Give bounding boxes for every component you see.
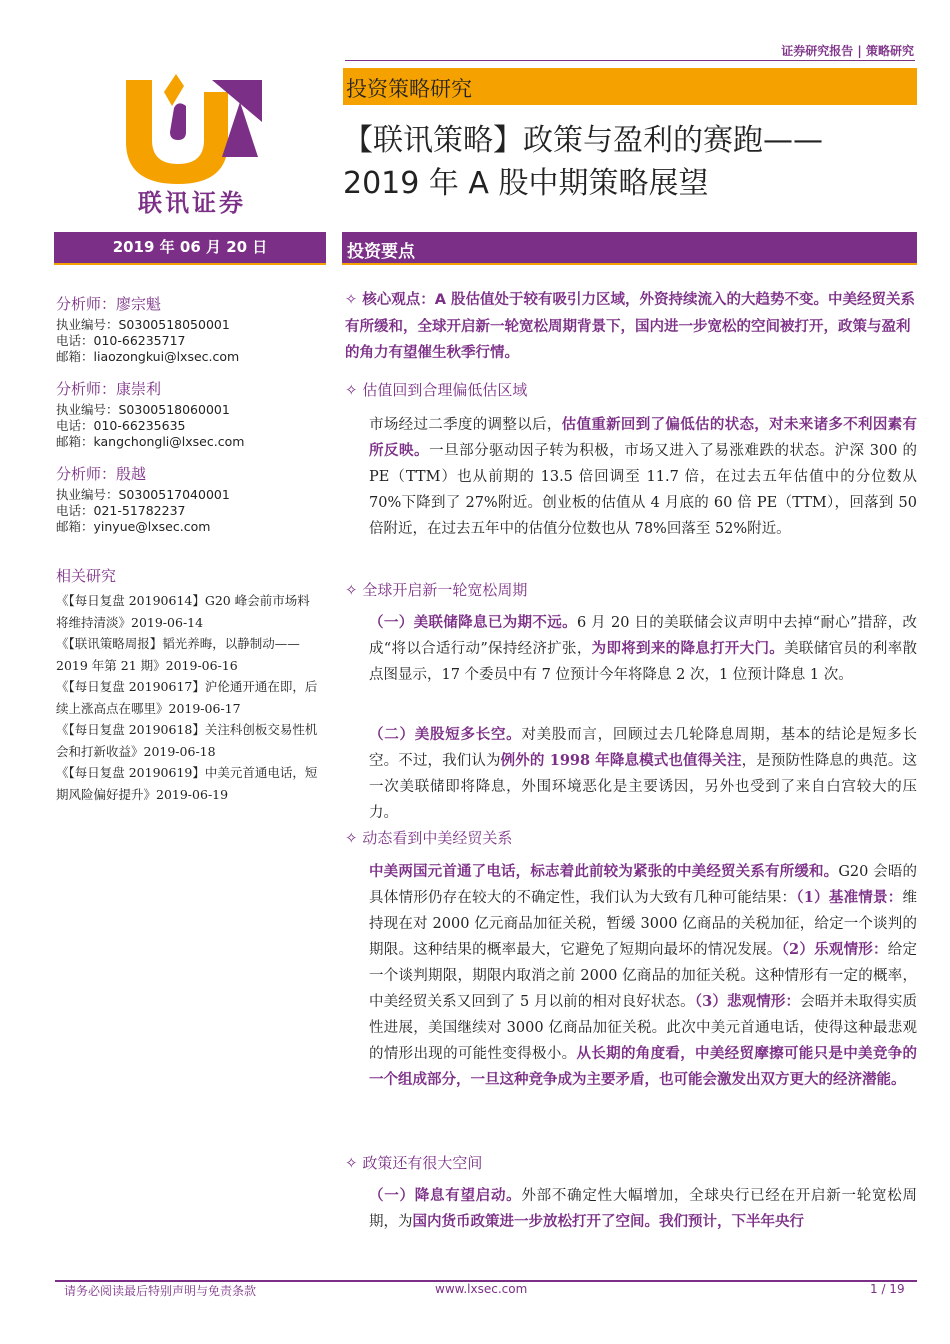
key-points-title: 投资要点	[347, 242, 415, 262]
highlight-run: 中美两国元首通了电话，标志着此前较为紧张的中美经贸关系有所缓和。	[369, 863, 839, 880]
analyst-block	[56, 380, 244, 450]
text-run: 维持现在对 2000 亿元商品加征关税，暂缓 3000 亿商品的关税加征，给定一个谈判的期限。这种结果的概率最大，它避免了短期向最坏的情况发展。	[369, 890, 918, 958]
page-number: 1 / 19	[870, 1282, 905, 1296]
related-research-title: 相关研究	[56, 567, 117, 585]
text-run: 6 月 20 日的美联储会议声明中去掉“耐心”措辞，改成“将以合适行动”保持经济扩张，	[369, 615, 917, 657]
header-divider	[345, 60, 915, 61]
related-item[interactable]: 《【每日复盘 20190618】关注科创板交易性机会和打新收益》2019-06-18	[56, 722, 318, 759]
analyst-email[interactable]: 邮箱：kangchongli@lxsec.com	[56, 434, 245, 449]
report-title-line2: 2019 年 A 股中期策略展望	[343, 166, 709, 201]
section-heading: ✧ 估值回到合理偏低估区域	[345, 381, 528, 399]
text-run: 给定一个谈判期限，期限内取消之前 2000 亿商品的加征关税。这种情形有一定的概率，中美经贸关系又回到了 5 月以前的相对良好状态。	[369, 942, 918, 1010]
text-run: ，是预防性降息的典范。这一次美联储即将降息，外围环境恶化是主要诱因，另外也受到了来自白宫较大的压力。	[369, 753, 918, 821]
text-run: 美联储官员的利率散点图显示，17 个委员中有 7 位预计今年将降息 2 次，1 位预计降息 1 次。	[369, 641, 918, 683]
highlight-run: 国内货币政策进一步放松打开了空间。我们预计，下半年央行	[412, 1213, 804, 1230]
report-type-label: 证券研究报告 | 策略研究	[781, 44, 914, 58]
analyst-phone: 电话：021-51782237	[56, 503, 186, 518]
category-banner	[343, 68, 917, 105]
key-points-banner	[342, 232, 917, 265]
text-run: 外部不确定性大幅增加，全球央行已经在开启新一轮宽松周期，为	[369, 1188, 918, 1230]
related-item[interactable]: 《【每日复盘 20190614】G20 峰会前市场料将维持清淡》2019-06-14	[56, 593, 310, 630]
related-item[interactable]: 《【每日复盘 20190617】沪伦通开通在即，后续上涨高点在哪里》2019-06-17	[56, 679, 318, 716]
related-item[interactable]: 《【联讯策略周报】韬光养晦，以静制动——2019 年第 21 期》2019-06-16	[56, 636, 300, 673]
analyst-block	[56, 465, 230, 535]
highlight-run: （3）悲观情形：	[694, 993, 801, 1010]
analyst-cert: 执业编号：S0300518050001	[56, 317, 230, 332]
text-run: 一旦部分驱动因子转为积极，市场又进入了易涨难跌的状态。沪深 300 的 PE（TTM）也从前期的 13.5 倍回调至 11.7 倍，在过去五年估值中的分位数从 70%下降到了 27%附近。创业板的估值从 4 月底的 60 倍 PE（TTM），回落到 50 倍附近，在过去五年中的估值分位数也从 78%回落至 52%附近。	[369, 443, 917, 537]
text-run: 会晤并未取得实质性进展，美国继续对 3000 亿商品加征关税。此次中美元首通电话，使得这种最悲观的情形出现的可能性变得极小。	[369, 994, 918, 1062]
text-run: G20 会晤的具体情形仍存在较大的不确定性，我们认为大致有几种可能结果：	[369, 864, 917, 906]
analyst-name: 分析师：康崇利	[56, 380, 162, 398]
valuation-paragraph	[369, 412, 917, 542]
highlight-run: 为即将到来的降息打开大门。	[591, 640, 785, 657]
text-run: 市场经过二季度的调整以后，	[369, 417, 562, 433]
report-date: 2019 年 06 月 20 日	[54, 232, 326, 265]
text-run: 对美股而言，回顾过去几轮降息周期，基本的结论是短多长空。不过，我们认为	[369, 727, 918, 769]
section-heading: ✧ 全球开启新一轮宽松周期	[345, 581, 528, 599]
highlight-run: 估值重新回到了偏低估的状态，对未来诸多不利因素有所反映。	[369, 416, 918, 459]
logo-text: 联讯证券	[138, 188, 246, 217]
highlight-run: （2）乐观情形：	[781, 941, 888, 958]
analyst-phone: 电话：010-66235635	[56, 418, 186, 433]
trade-paragraph	[369, 859, 917, 1093]
us-stocks-paragraph	[369, 722, 917, 826]
analyst-block	[56, 295, 239, 365]
analyst-email[interactable]: 邮箱：liaozongkui@lxsec.com	[56, 349, 240, 364]
core-view: ✧ 核心观点：A 股估值处于较有吸引力区域，外资持续流入的大趋势不变。中美经贸关系有所缓和，全球开启新一轮宽松周期背景下，国内进一步宽松的空间被打开，政策与盈利的角力有望催生秋季行情。	[345, 292, 915, 361]
policy-paragraph	[369, 1183, 917, 1235]
highlight-run: 例外的 1998 年降息模式也值得关注	[500, 752, 742, 769]
related-research-list	[56, 590, 318, 805]
analyst-name: 分析师：殷越	[56, 465, 147, 483]
section-heading: ✧ 政策还有很大空间	[345, 1154, 483, 1172]
highlight-run: （一）美联储降息已为期不远。	[369, 614, 577, 631]
disclaimer-note: 请务必阅读最后特别声明与免责条款	[64, 1284, 257, 1298]
section-heading: ✧ 动态看到中美经贸关系	[345, 829, 513, 847]
analyst-cert: 执业编号：S0300517040001	[56, 487, 230, 502]
analyst-name: 分析师：廖宗魁	[56, 295, 162, 313]
analyst-cert: 执业编号：S0300518060001	[56, 402, 230, 417]
highlight-run: （1）基准情景：	[796, 889, 903, 906]
website-link[interactable]: www.lxsec.com	[435, 1282, 528, 1296]
related-item[interactable]: 《【每日复盘 20190619】中美元首通电话，短期风险偏好提升》2019-06-19	[56, 765, 318, 802]
highlight-run: （一）降息有望启动。	[369, 1187, 522, 1204]
category-label: 投资策略研究	[346, 77, 472, 101]
highlight-run: （二）美股短多长空。	[369, 726, 522, 743]
analyst-email[interactable]: 邮箱：yinyue@lxsec.com	[56, 519, 211, 534]
report-title-line1: 【联讯策略】政策与盈利的赛跑——	[343, 123, 823, 158]
analyst-phone: 电话：010-66235717	[56, 333, 186, 348]
fed-paragraph	[369, 610, 917, 688]
highlight-run: 从长期的角度看，中美经贸摩擦可能只是中美竞争的一个组成部分，一旦这种竞争成为主要矛盾，也可能会激发出双方更大的经济潜能。	[369, 1045, 918, 1088]
